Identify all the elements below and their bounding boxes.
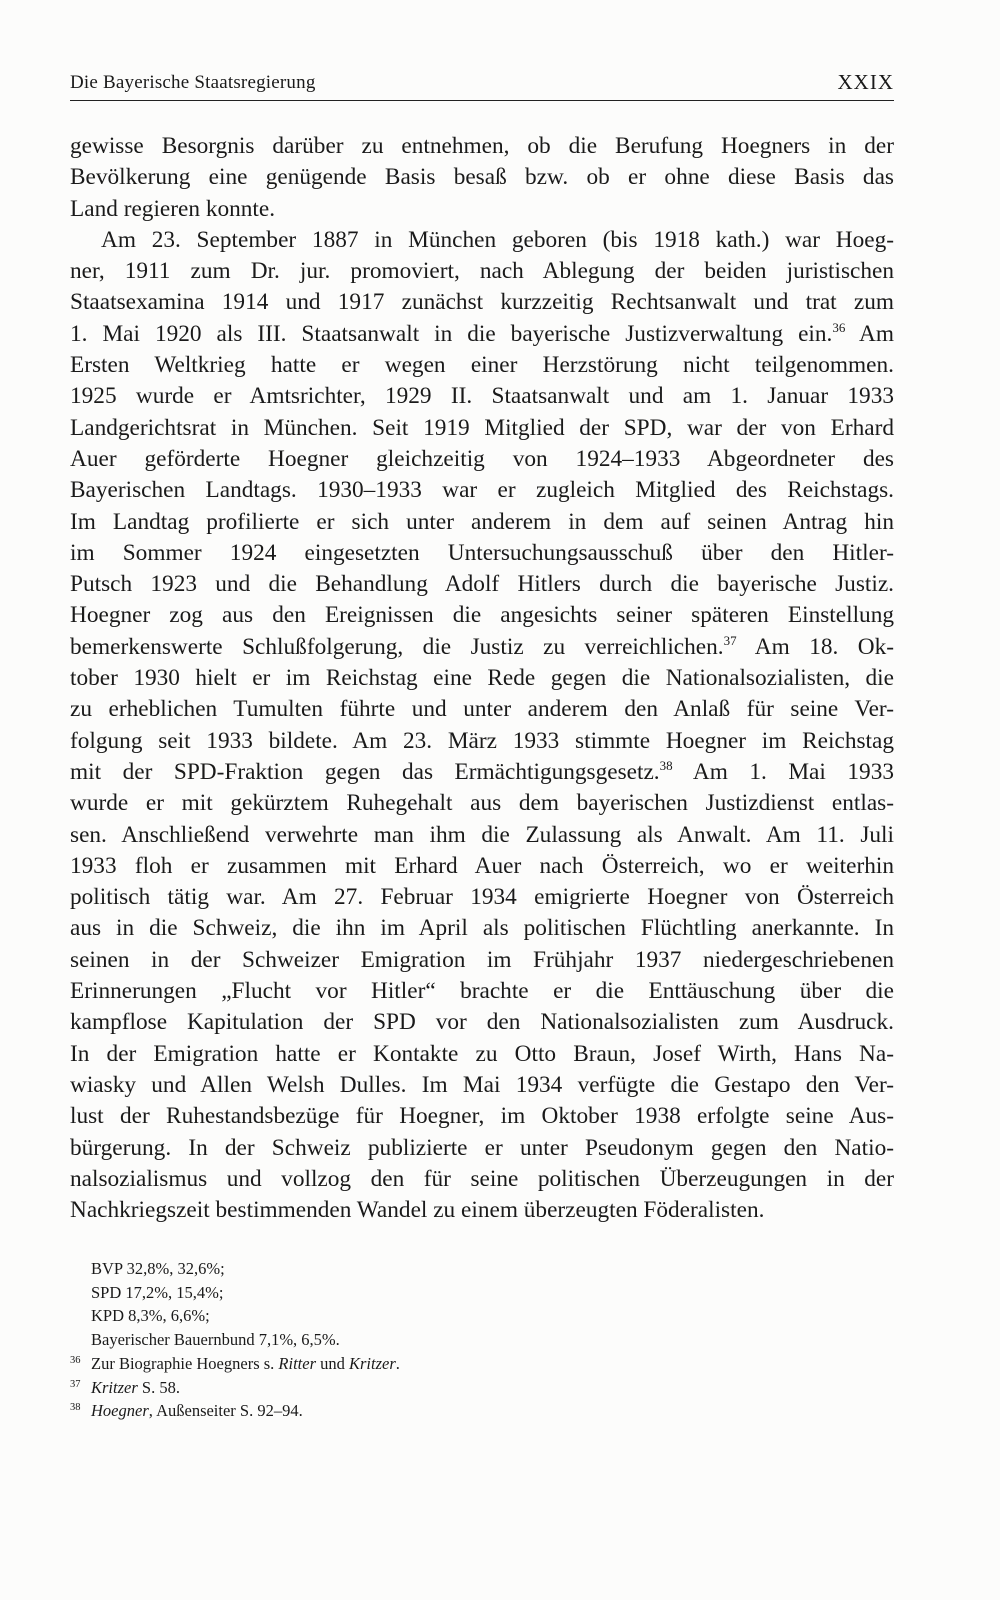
text-line: aus in die Schweiz, die ihn im April als politischen Flüchtling anerkannte. In — [70, 915, 894, 942]
text-line: zu erheblichen Tumulten führte und unter anderem den Anlaß für seine Ver- — [70, 696, 894, 723]
text-line: Land regieren konnte. — [70, 195, 276, 222]
footnote-marker[interactable]: 37 — [723, 632, 737, 648]
election-result-line: SPD 17,2%, 15,4%; — [91, 1282, 224, 1302]
text-line: Bayerischen Landtags. 1930–1933 war er zugleich Mitglied des Reichstags. — [70, 477, 894, 504]
notes — [70, 1257, 670, 1423]
text-line: Nachkriegszeit bestimmenden Wandel zu einem überzeugten Föderalisten. — [70, 1197, 765, 1224]
running-title: Die Bayerische Staatsregierung — [70, 72, 316, 93]
text-line: Putsch 1923 und die Behandlung Adolf Hitlers durch die bayerische Justiz. — [70, 571, 894, 598]
text-line: bemerkenswerte Schlußfolgerung, die Justiz zu verreichlichen.$^{37}$ Am 18. Ok- — [70, 632, 895, 660]
footnote: 37 Kritzer S. 58. — [70, 1377, 180, 1397]
text-line: Auer geförderte Hoegner gleichzeitig von 1924–1933 Abgeordneter des — [70, 445, 894, 472]
text-line: In der Emigration hatte er Kontakte zu Otto Braun, Josef Wirth, Hans Na- — [70, 1040, 894, 1067]
running-header — [70, 66, 894, 101]
text-line: seinen in der Schweizer Emigration im Frühjahr 1937 niedergeschriebenen — [70, 946, 894, 973]
text-line: wiasky und Allen Welsh Dulles. Im Mai 1934 verfügte die Gestapo den Ver- — [70, 1071, 894, 1098]
page-number: XXIX — [837, 70, 894, 94]
text-line: 1925 wurde er Amtsrichter, 1929 II. Staatsanwalt und am 1. Januar 1933 — [70, 383, 894, 410]
text-line: tober 1930 hielt er im Reichstag eine Rede gegen die Nationalsozialisten, die — [70, 665, 894, 692]
election-result-line: Bayerischer Bauernbund 7,1%, 6,5%. — [91, 1330, 340, 1350]
text-line: 1. Mai 1920 als III. Staatsanwalt in die bayerische Justizverwaltung ein.$^{36}$ Am — [70, 319, 895, 347]
election-result-line: BVP 32,8%, 32,6%; — [91, 1259, 225, 1278]
text-line: kampflose Kapitulation der SPD vor den Nationalsozialisten zum Ausdruck. — [70, 1009, 894, 1036]
footnote: 38 Hoegner, Außenseiter S. 92–94. — [70, 1401, 303, 1421]
election-result-line: KPD 8,3%, 6,6%; — [91, 1306, 210, 1326]
text-line: Ersten Weltkrieg hatte er wegen einer Herzstörung nicht teilgenommen. — [70, 352, 894, 379]
election-results — [70, 1257, 670, 1352]
footnotes — [70, 1352, 670, 1423]
text-line: sen. Anschließend verwehrte man ihm die Zulassung als Anwalt. Am 11. Juli — [70, 821, 894, 848]
text-line: Bevölkerung eine genügende Basis besaß bzw. ob er ohne diese Basis das — [70, 164, 894, 191]
footnote-marker[interactable]: 38 — [659, 757, 673, 773]
text-line: lust der Ruhestandsbezüge für Hoegner, im Oktober 1938 erfolgte seine Aus- — [70, 1103, 894, 1130]
text-line: mit der SPD-Fraktion gegen das Ermächtigungsgesetz.$^{38}$ Am 1. Mai 1933 — [70, 757, 894, 785]
text-line: 1933 floh er zusammen mit Erhard Auer nach Österreich, wo er weiterhin — [70, 852, 894, 879]
text-line: wurde er mit gekürztem Ruhegehalt aus dem bayerischen Justizdienst entlas- — [70, 790, 894, 817]
text-line: Hoegner zog aus den Ereignissen die angesichts seiner späteren Einstellung — [70, 602, 894, 629]
text-line: Im Landtag profilierte er sich unter anderem in dem auf seinen Antrag hin — [70, 508, 894, 535]
footnote-marker[interactable]: 36 — [832, 319, 846, 335]
text-line: Staatsexamina 1914 und 1917 zunächst kurzzeitig Rechtsanwalt und trat zum — [70, 289, 894, 316]
text-line: politisch tätig war. Am 27. Februar 1934 emigrierte Hoegner von Österreich — [70, 884, 894, 911]
text-line: nalsozialismus und vollzog den für seine politischen Überzeugungen in der — [70, 1165, 894, 1192]
text-line: Erinnerungen „Flucht vor Hitler“ brachte er die Enttäuschung über die — [70, 978, 894, 1005]
text-line: folgung seit 1933 bildete. Am 23. März 1933 stimmte Hoegner im Reichstag — [70, 727, 894, 754]
footnote: 36 Zur Biographie Hoegners s. Ritter und Kritzer. — [70, 1353, 400, 1373]
text-line: bürgerung. In der Schweiz publizierte er unter Pseudonym gegen den Natio- — [70, 1134, 894, 1161]
text-line: Am 23. September 1887 in München geboren (bis 1918 kath.) war Hoeg- — [101, 226, 894, 253]
text-line: Landgerichtsrat in München. Seit 1919 Mitglied der SPD, war der von Erhard — [70, 414, 894, 441]
text-line: im Sommer 1924 eingesetzten Untersuchungsausschuß über den Hitler- — [70, 539, 894, 566]
text-line: gewisse Besorgnis darüber zu entnehmen, ob die Berufung Hoegners in der — [70, 133, 894, 159]
text-line: ner, 1911 zum Dr. jur. promoviert, nach Ablegung der beiden juristischen — [70, 258, 894, 285]
body-text — [70, 131, 894, 1226]
